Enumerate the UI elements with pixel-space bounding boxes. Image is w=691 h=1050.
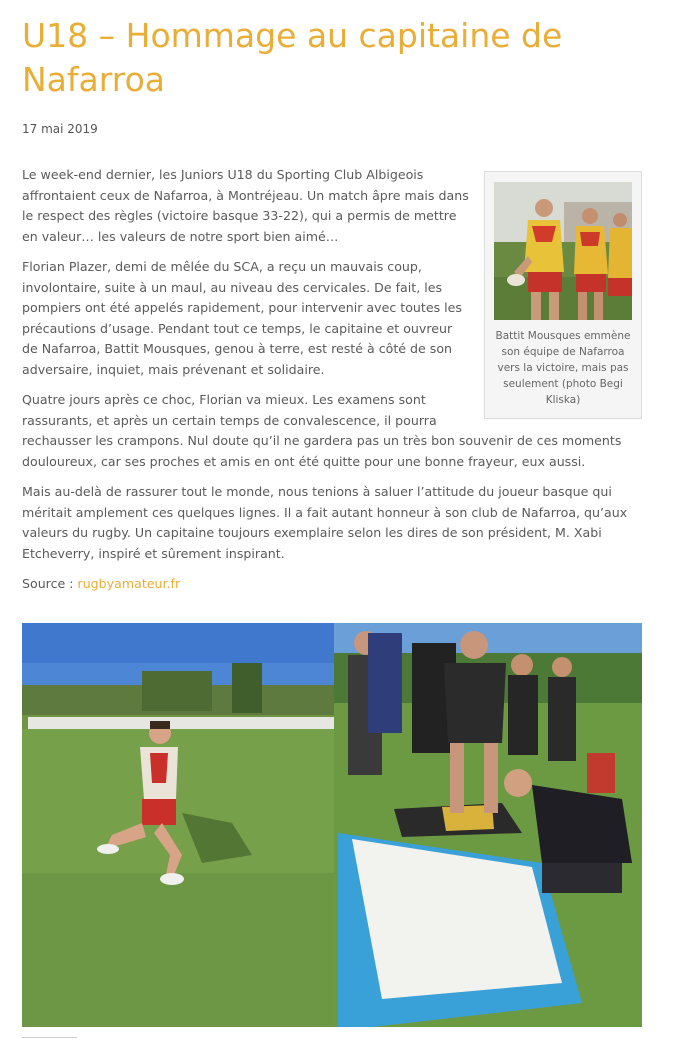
source-link[interactable]: rugbyamateur.fr [77, 576, 181, 591]
match-photo[interactable] [22, 623, 642, 1027]
source-label: Source : [22, 576, 78, 591]
captain-photo-image [494, 182, 632, 320]
photo-caption: Battit Mousques emmène son équipe de Nafarroa vers la victoire, mais pas seulement (photo Begi Kliska) [495, 330, 631, 406]
paragraph-1: Le week-end dernier, les Juniors U18 du Sporting Club Albigeois affrontaient ceux de Nafarroa, à Montréjeau. Un match âpre mais dans le respect des règles (victoire basque 33-22), qui a permis de mettre en valeur… les valeurs de notre sport bien aimé… [22, 167, 469, 244]
paragraph-4: Mais au-delà de rassurer tout le monde, nous tenions à saluer l’attitude du joueur basque qui méritait amplement ces quelques lignes. Il a fait autant honneur à son club de Nafarroa, qu’aux valeurs du rugby. Un capitaine toujours exemplaire selon les dires de son président, M. Xabi Etcheverry, inspiré et sûrement inspirant. [22, 484, 628, 561]
divider [22, 1037, 77, 1038]
article-date: 17 mai 2019 [22, 122, 98, 136]
source-line [22, 574, 642, 595]
photo-figure [484, 171, 642, 419]
paragraph-3: Quatre jours après ce choc, Florian va mieux. Les examens sont rassurants, et après un certain temps de convalescence, il pourra rechausser les crampons. Nul doute qu’il ne gardera pas un très bon souvenir de ces moments douloureux, car ses proches et amis en ont été quitte pour une bonne frayeur, eux aussi. [22, 392, 622, 469]
article-title: U18 – Hommage au capitaine de Nafarroa [22, 16, 563, 99]
paragraph-2: Florian Plazer, demi de mêlée du SCA, a reçu un mauvais coup, involontaire, suite à un maul, au niveau des cervicales. De fait, les pompiers ont été appelés rapidement, pour intervenir avec toutes les précautions d’usage. Pendant tout ce temps, le capitaine et ouvreur de Nafarroa, Battit Mousques, genou à terre, est resté à côté de son adversaire, inquiet, mais prévenant et solidaire. [22, 259, 462, 377]
captain-photo[interactable] [494, 182, 632, 320]
article-body [22, 165, 642, 605]
match-photo-image [22, 623, 642, 1027]
